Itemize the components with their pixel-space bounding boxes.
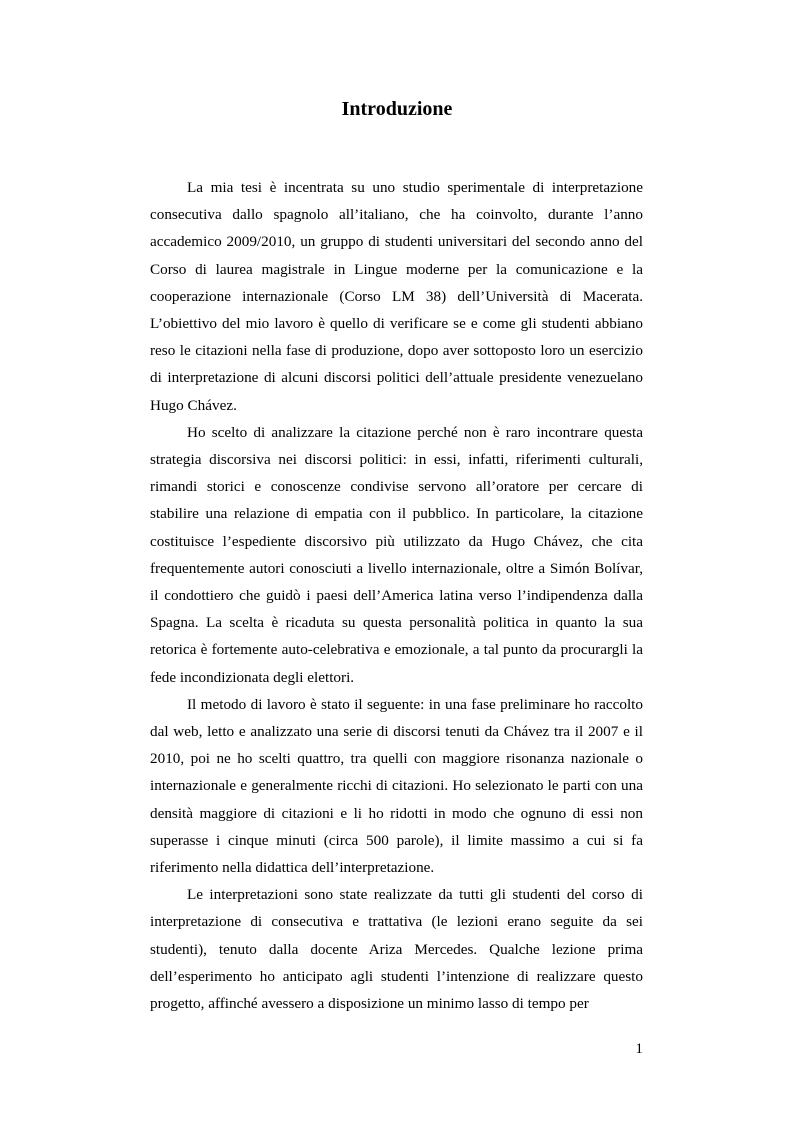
paragraph-4: Le interpretazioni sono state realizzate da tutti gli studenti del corso di interpretazione di consecutiva e trattativa (le lezioni erano seguite da sei studenti), tenuto dalla docente Ariza Mercedes. Qualche lezione prima dell’esperimento ho anticipato agli studenti l’intenzione di realizzare questo progetto, affinché avessero a disposizione un minimo lasso di tempo per	[150, 886, 643, 1013]
paragraph-2: Ho scelto di analizzare la citazione perché non è raro incontrare questa strategia discorsiva nei discorsi politici: in essi, infatti, riferimenti culturali, rimandi storici e conoscenze condivise servono all’oratore per cercare di stabilire una relazione di empatia con il pubblico. In particolare, la citazione costituisce l’espediente discorsivo più utilizzato da Hugo Chávez, che cita frequentemente autori conosciuti a livello internazionale, oltre a Simón Bolívar, il condottiero che guidò i paesi dell’America latina verso l’indipendenza dalla Spagna. La scelta è ricaduta su questa personalità politica in quanto la sua retorica è fortemente auto-celebrativa e emozionale, a tal punto da procurargli la fede incondizionata degli elettori.	[150, 423, 643, 686]
page-number: 1	[635, 1040, 643, 1057]
paragraph-1: La mia tesi è incentrata su uno studio sperimentale di interpretazione consecutiva dallo spagnolo all’italiano, che ha coinvolto, durante l’anno accademico 2009/2010, un gruppo di studenti universitari del secondo anno del Corso di laurea magistrale in Lingue moderne per la comunicazione e la cooperazione internazionale (Corso LM 38) dell’Università di Macerata. L’obiettivo del mio lavoro è quello di verificare se e come gli studenti abbiano reso le citazioni nella fase di produzione, dopo aver sottoposto loro un esercizio di interpretazione di alcuni discorsi politici dell’attuale presidente venezuelano Hugo Chávez.	[150, 179, 643, 414]
paragraph-3: Il metodo di lavoro è stato il seguente: in una fase preliminare ho raccolto dal web, letto e analizzato una serie di discorsi tenuti da Chávez tra il 2007 e il 2010, poi ne ho scelti quattro, tra quelli con maggiore risonanza nazionale o internazionale e generalmente ricchi di citazioni. Ho selezionato le parti con una densità maggiore di citazioni e li ho ridotti in modo che ognuno di essi non superasse i cinque minuti (circa 500 parole), il limite massimo a cui si fa riferimento nella didattica dell’interpretazione.	[150, 695, 643, 877]
page-title: Introduzione	[341, 98, 453, 120]
body-text	[150, 174, 643, 1017]
